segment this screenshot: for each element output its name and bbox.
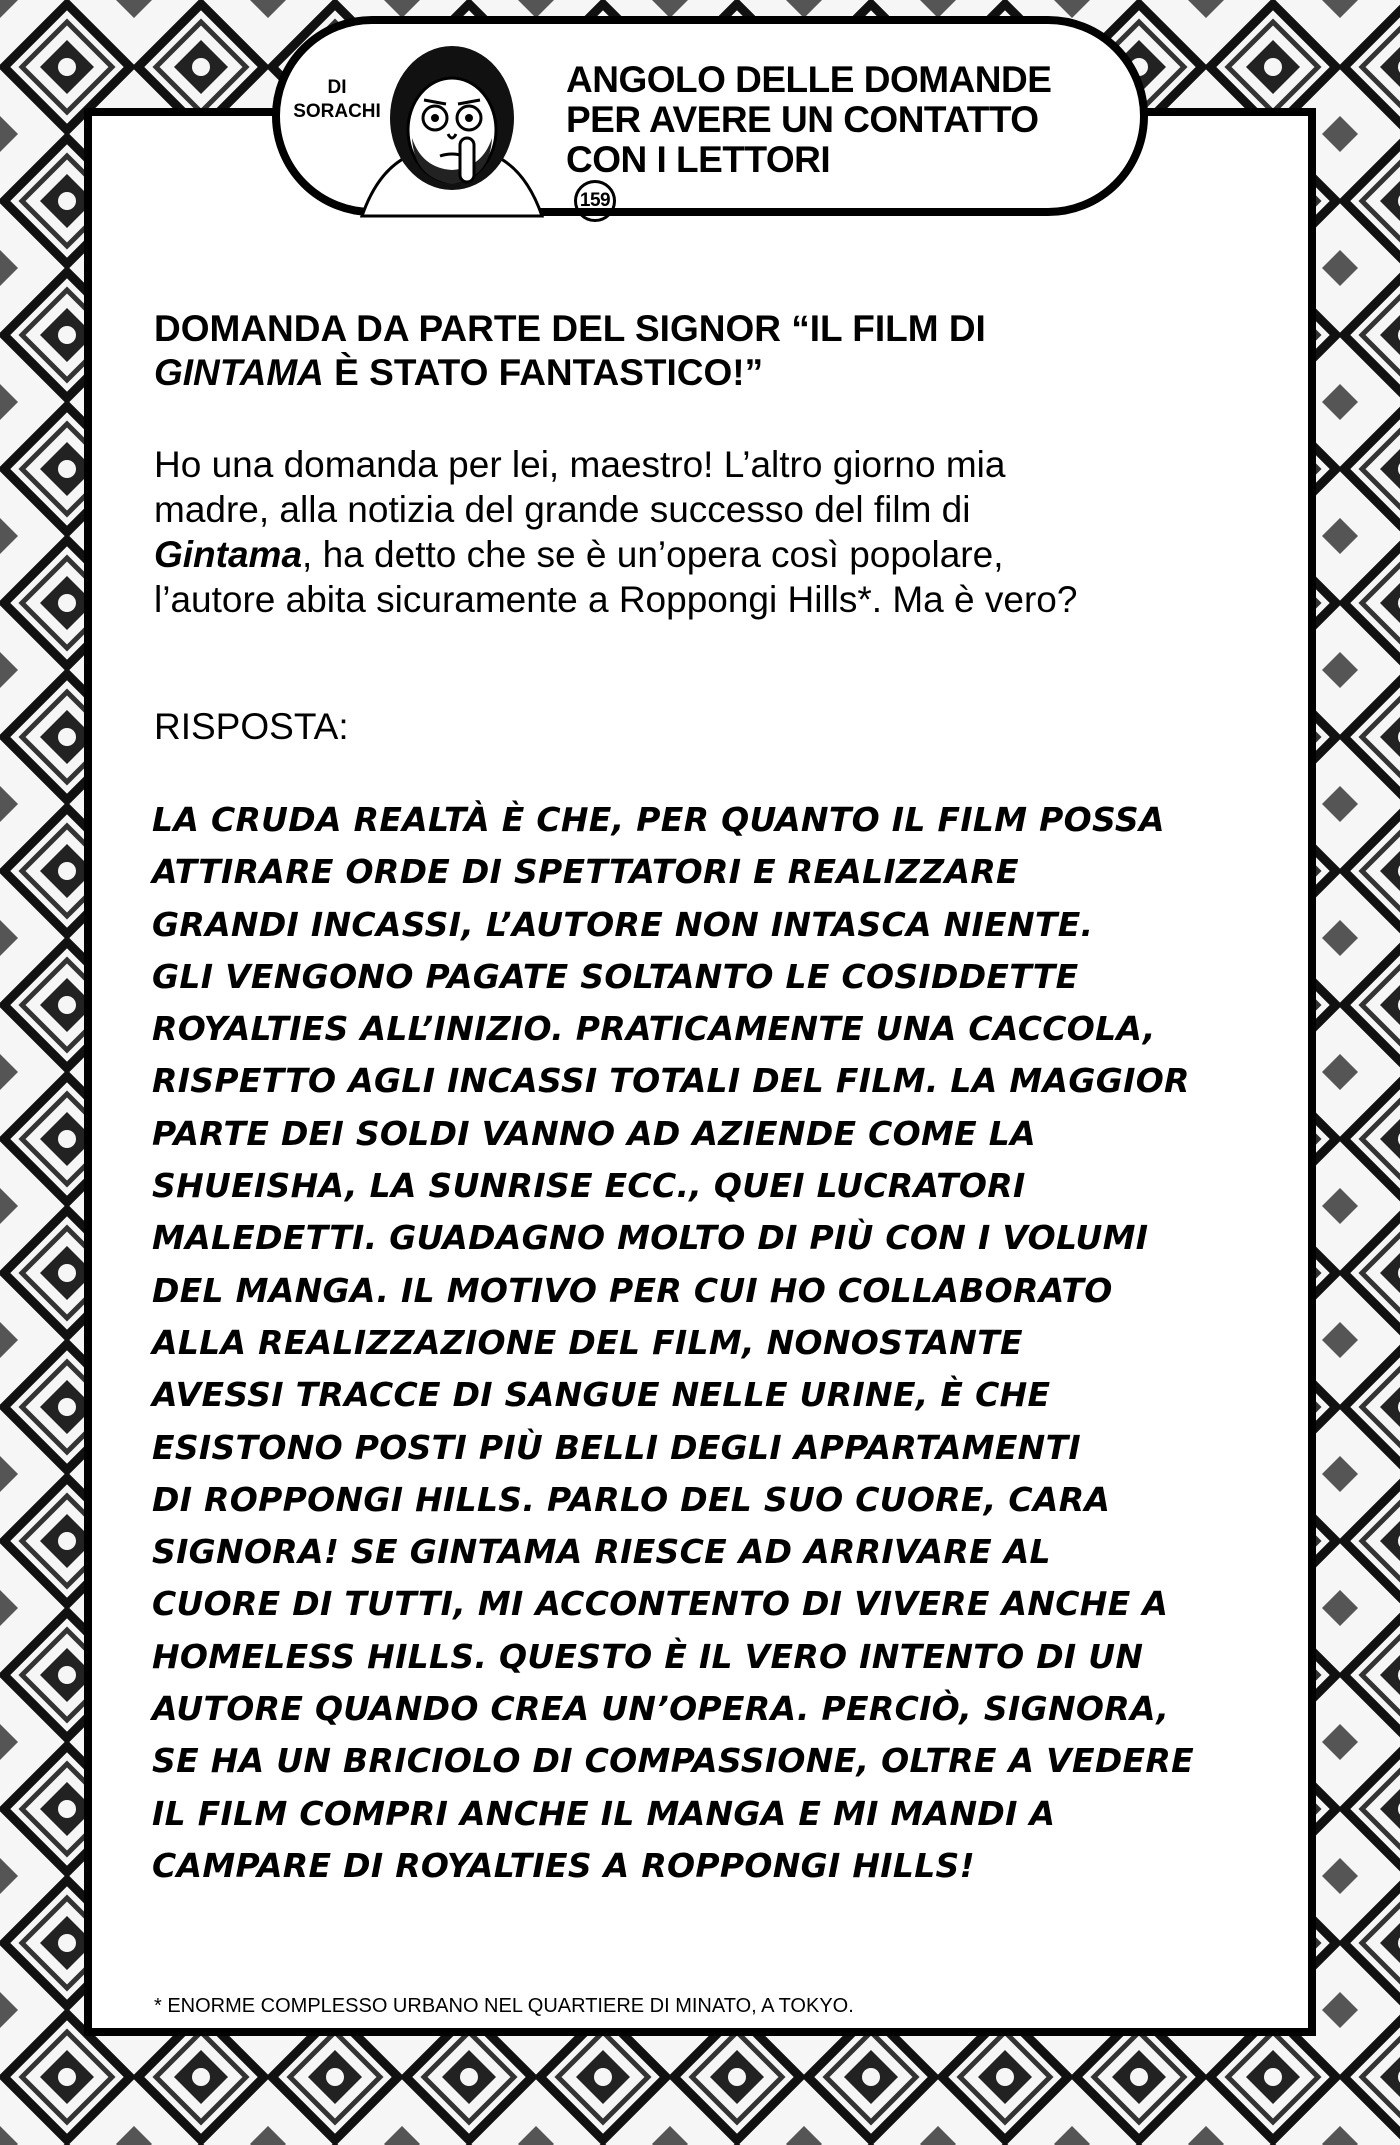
answer-line: CUORE DI TUTTI, MI ACCONTENTO DI VIVERE ANCHE A (152, 1584, 1169, 1624)
author-credit-line: DI (327, 77, 347, 98)
author-caricature-icon (352, 38, 552, 218)
question-heading-text: È STATO FANTASTICO!” (323, 352, 764, 393)
answer-label: RISPOSTA: (154, 706, 349, 747)
question-body (154, 442, 1284, 622)
answer-line: PARTE DEI SOLDI VANNO AD AZIENDE COME LA (152, 1113, 1036, 1153)
answer-line: GLI VENGONO PAGATE SOLTANTO LE COSIDDETTE (152, 956, 1079, 996)
answer-line: LA CRUDA REALTÀ È CHE, PER QUANTO IL FILM POSSA (152, 800, 1165, 839)
question-body-line: madre, alla notizia del grande successo del film di (154, 489, 971, 530)
answer-line: SIGNORA! SE GINTAMA RIESCE AD ARRIVARE AL (152, 1532, 1051, 1572)
question-body-line: Ho una domanda per lei, maestro! L’altro giorno mia (154, 444, 1006, 485)
answer-body (152, 794, 1302, 1892)
movie-title: Gintama (154, 534, 303, 575)
question-body-text: , ha detto che se è un’opera così popolare, (302, 534, 1004, 575)
title-line: ANGOLO DELLE DOMANDE (566, 59, 1052, 100)
movie-title: GINTAMA (154, 352, 324, 393)
issue-number-badge: 159 (574, 180, 616, 222)
answer-line: GRANDI INCASSI, L’AUTORE NON INTASCA NIENTE. (152, 904, 1094, 944)
answer-line: IL FILM COMPRI ANCHE IL MANGA E MI MANDI A (152, 1793, 1056, 1833)
page-title (566, 60, 1126, 222)
title-line (566, 140, 1126, 222)
question-body-line (154, 532, 1284, 577)
answer-line: MALEDETTI. GUADAGNO MOLTO DI PIÙ CON I VOLUMI (152, 1218, 1149, 1258)
author-credit-line: SORACHI (293, 101, 381, 122)
question-heading-line: DOMANDA DA PARTE DEL SIGNOR “IL FILM DI (154, 308, 986, 349)
answer-line: DI ROPPONGI HILLS. PARLO DEL SUO CUORE, CARA (152, 1479, 1111, 1519)
answer-line: CAMPARE DI ROYALTIES A ROPPONGI HILLS! (152, 1845, 975, 1885)
answer-line: SHUEISHA, LA SUNRISE ECC., QUEI LUCRATORI (152, 1166, 1026, 1206)
footnote: * ENORME COMPLESSO URBANO NEL QUARTIERE DI MINATO, A TOKYO. (154, 1995, 854, 2017)
question-body-line: l’autore abita sicuramente a Roppongi Hills*. Ma è vero? (154, 579, 1078, 620)
answer-line: HOMELESS HILLS. QUESTO È IL VERO INTENTO DI UN (152, 1636, 1144, 1676)
answer-line: ATTIRARE ORDE DI SPETTATORI E REALIZZARE (152, 852, 1019, 892)
answer-line: ALLA REALIZZAZIONE DEL FILM, NONOSTANTE (152, 1322, 1023, 1362)
answer-line: DEL MANGA. IL MOTIVO PER CUI HO COLLABORATO (152, 1270, 1113, 1310)
answer-line: ESISTONO POSTI PIÙ BELLI DEGLI APPARTAMENTI (152, 1427, 1081, 1467)
answer-line: AVESSI TRACCE DI SANGUE NELLE URINE, È CHE (152, 1375, 1051, 1415)
answer-line: ROYALTIES ALL’INIZIO. PRATICAMENTE UNA CACCOLA, (152, 1009, 1156, 1049)
title-line: PER AVERE UN CONTATTO (566, 99, 1039, 140)
answer-line: RISPETTO AGLI INCASSI TOTALI DEL FILM. LA MAGGIOR (152, 1061, 1190, 1101)
title-line-text: CON I LETTORI (566, 139, 831, 180)
question-heading-line (154, 351, 1254, 395)
answer-line: SE HA UN BRICIOLO DI COMPASSIONE, OLTRE A VEDERE (152, 1741, 1194, 1781)
answer-line: AUTORE QUANDO CREA UN’OPERA. PERCIÒ, SIGNORA, (152, 1689, 1170, 1729)
question-heading (154, 307, 1254, 395)
